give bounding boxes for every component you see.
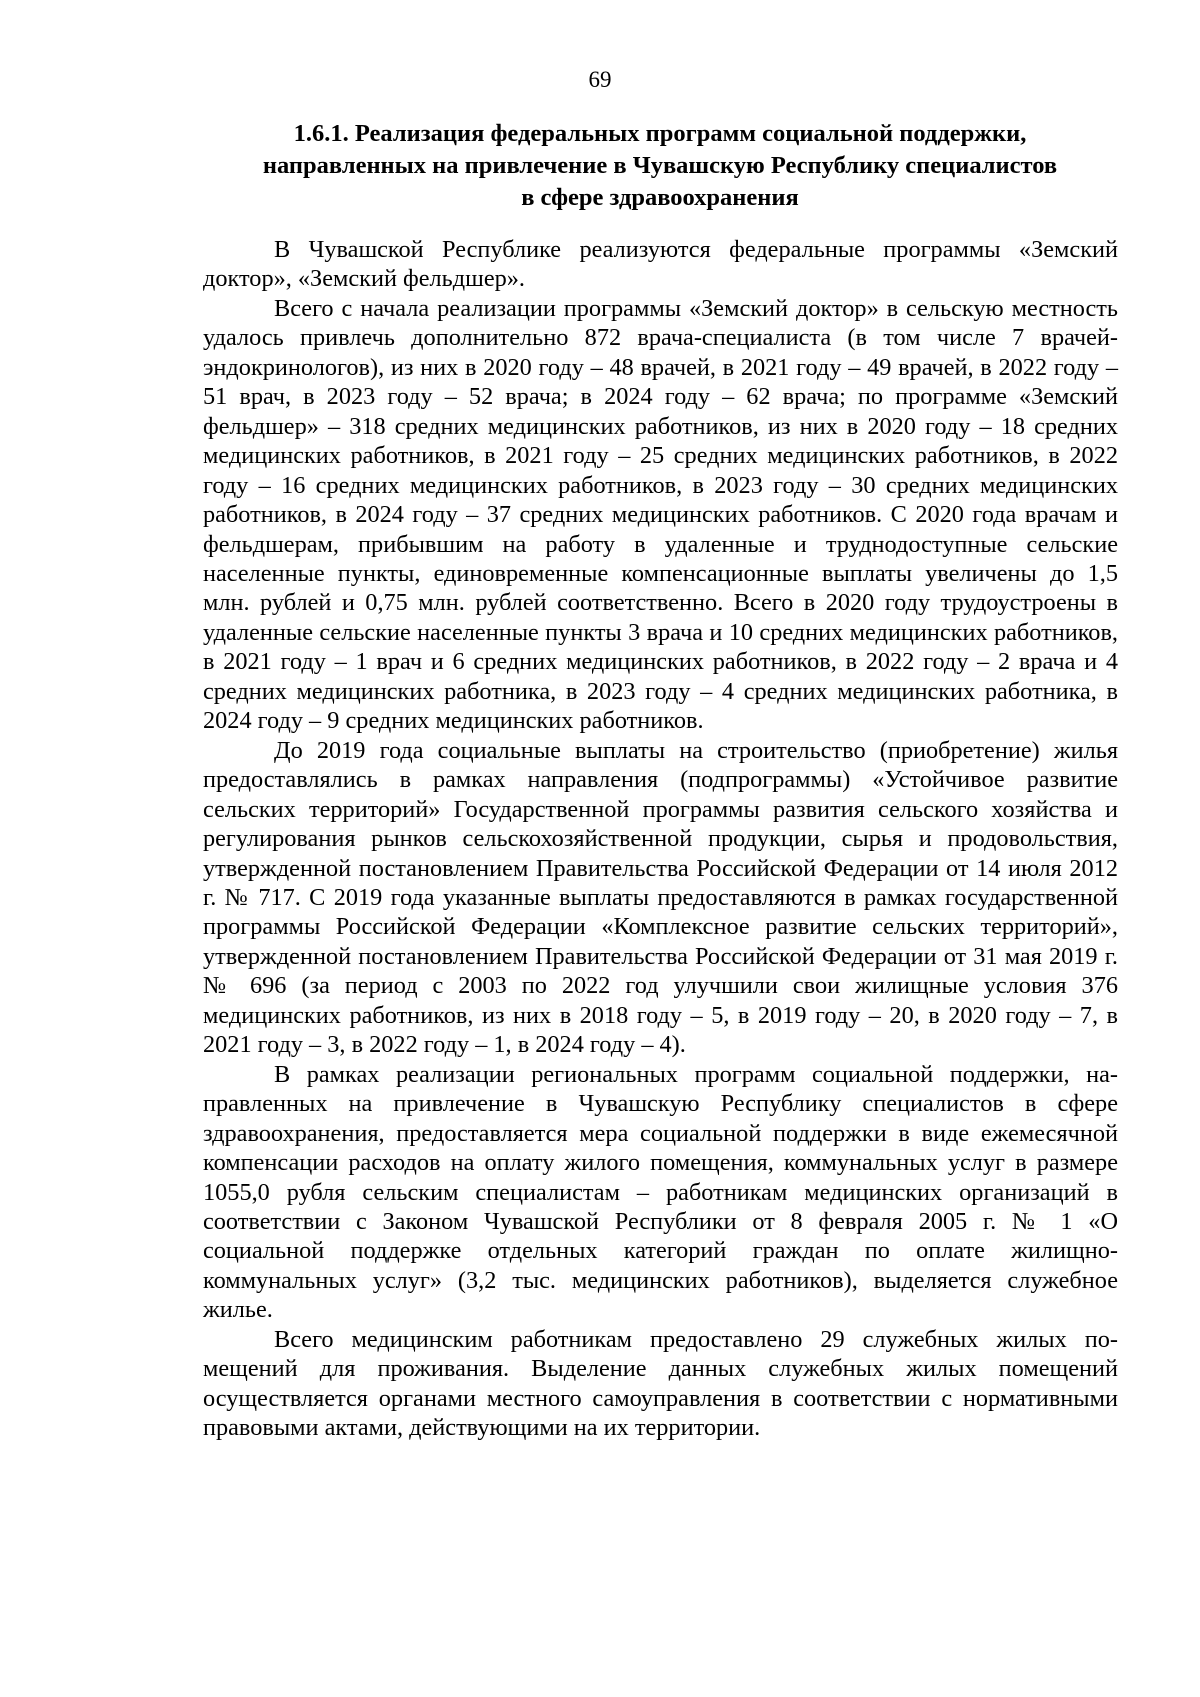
heading-line-3: в сфере здравоохранения	[521, 184, 799, 211]
page-number: 69	[588, 67, 612, 92]
paragraph-service-housing: Всего медицинским работникам предоставлено 29 служебных жилых помещений для проживания. Выделение данных служебных жилых помещений осуществляется органами местного самоуправления в соответствии с нормативными правовыми актами, действующими на их территории.	[203, 1325, 1118, 1442]
section-heading	[200, 118, 1120, 214]
paragraph-recruitment-results: Всего с начала реализации программы «Земский доктор» в сельскую местность удалось привлечь дополнительно 872 врача-специалиста (в том числе 7 врачей-эндокринологов), из них в 2020 году – 48 врачей, в 2021 году – 49 врачей, в 2022 году – 51 врач, в 2023 году – 52 врача; в 2024 году – 62 врача; по программе «Земский фельдшер» – 318 средних медицинских работников, из них в 2020 году – 18 средних медицинских работников, в 2021 году – 25 средних медицинских работников, в 2022 году – 16 средних медицинских работников, в 2023 году – 30 средних медицинских работников, в 2024 году – 37 средних медицинских работников. С 2020 года врачам и фельдшерам, прибывшим на работу в удаленные и труднодоступные сельские населенные пункты, единовременные компенсационные выплаты увеличены до 1,5 млн. рублей и 0,75 млн. рублей соответственно. Всего в 2020 году трудоустроены в удаленные сельские населенные пункты 3 врача и 10 средних медицинских работников, в 2021 году – 1 врач и 6 средних медицинских работников, в 2022 году – 2 врача и 4 средних медицинских работника, в 2023 году – 4 средних медицинских работника, в 2024 году – 9 средних медицинских работников.	[203, 294, 1118, 735]
paragraph-programs-intro: В Чувашской Республике реализуются федеральные программы «Земский доктор», «Земский фельдшер».	[203, 236, 1118, 293]
paragraph-housing-payments: До 2019 года социальные выплаты на строительство (приобретение) жилья предоставлялись в рамках направления (подпрограммы) «Устойчивое развитие сельских территорий» Государственной программы развития сельского хозяйства и регулирования рынков сельскохозяйственной продукции, сырья и продовольствия, утвержденной постановлением Правительства Российской Федерации от 14 июля 2012 г. № 717. С 2019 года указанные выплаты предоставляются в рамках государственной программы Российской Федерации «Комплексное развитие сельских территорий», утвержденной постановлением Правительства Российской Федерации от 31 мая 2019 г. № 696 (за период с 2003 по 2022 год улучшили свои жилищные условия 376 медицинских работников, из них в 2018 году – 5, в 2019 году – 20, в 2020 году – 7, в 2021 году – 3, в 2022 году – 1, в 2024 году – 4).	[203, 736, 1118, 1059]
body-text	[203, 235, 1118, 1443]
heading-line-1: 1.6.1. Реализация федеральных программ социальной поддержки,	[293, 120, 1027, 147]
paragraph-regional-support: В рамках реализации региональных программ социальной поддержки, направленных на привлечение в Чувашскую Республику специалистов в сфере здравоохранения, предоставляется мера социальной поддержки в виде ежемесячной компенсации расходов на оплату жилого помещения, коммунальных услуг в размере 1055,0 рубля сельским специалистам – работникам медицинских организаций в соответствии с Законом Чувашской Республики от 8 февраля 2005 г. № 1 «О социальной поддержке отдельных категорий граждан по оплате жилищно-коммунальных услуг» (3,2 тыс. медицинских работников), выделяется служебное жилье.	[203, 1060, 1118, 1324]
heading-line-2: направленных на привлечение в Чувашскую Республику специалистов	[262, 152, 1058, 179]
